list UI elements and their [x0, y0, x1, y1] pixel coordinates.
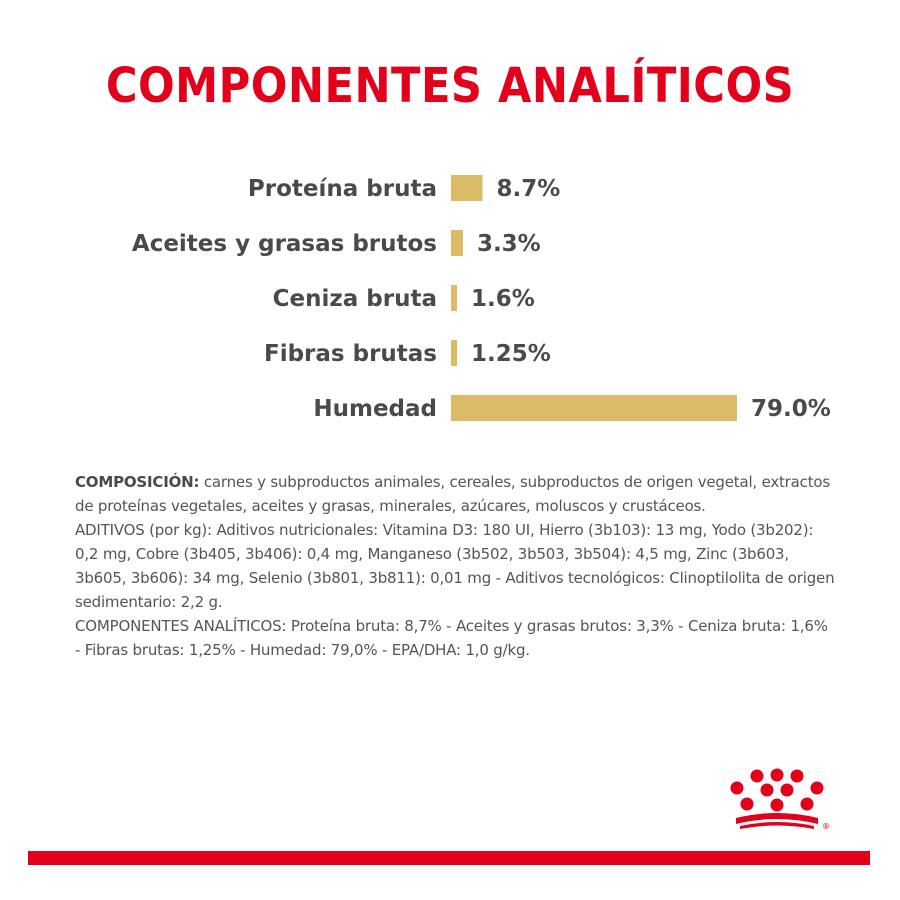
- category-label: Fibras brutas: [263, 341, 437, 367]
- componentes-paragraph: COMPONENTES ANALÍTICOS: Proteína bruta: 8,7% - Aceites y grasas brutos: 3,3% - Ceniza bruta: 1,6% - Fibras brutas: 1,25% - Humedad: 79,0% - EPA/DHA: 1,0 g/kg.: [75, 617, 828, 659]
- composicion-label: COMPOSICIÓN:: [75, 473, 200, 491]
- composicion-paragraph: [75, 470, 835, 518]
- category-label: Aceites y grasas brutos: [131, 231, 437, 257]
- aditivos-paragraph: ADITIVOS (por kg): Aditivos nutricionales: Vitamina D3: 180 UI, Hierro (3b103): 13 mg, Yodo (3b202): 0,2 mg, Cobre (3b405, 3b406): 0,4 mg, Manganeso (3b502, 3b503, 3b504): 4,5 mg, Zinc (3b603, 3b605, 3b606): 34 mg, Selenio (3b801, 3b811): 0,01 mg - Aditivos tecnológicos: Clinoptilolita de origen sedimentario: 2,2 g.: [75, 521, 835, 611]
- category-label: Ceniza bruta: [272, 286, 437, 312]
- value-label: 79.0%: [750, 396, 831, 422]
- bar: [451, 340, 457, 366]
- crown-dots: [731, 769, 824, 812]
- value-label: 3.3%: [476, 231, 541, 257]
- analytical-components-chart: [0, 150, 900, 450]
- value-label: 1.6%: [471, 286, 535, 312]
- crown-logo-icon: [722, 768, 832, 832]
- composicion-text: carnes y subproductos animales, cereales, subproductos de origen vegetal, extractos de proteínas vegetales, aceites y grasas, minerales, azúcares, moluscos y crustáceos.: [75, 473, 830, 515]
- registered-mark: ®: [822, 822, 830, 831]
- value-label: 1.25%: [471, 341, 551, 367]
- category-label: Proteína bruta: [247, 176, 437, 202]
- bar: [451, 285, 457, 311]
- bar: [451, 395, 737, 421]
- bar: [451, 230, 463, 256]
- page-title: COMPONENTES ANALÍTICOS: [105, 58, 795, 114]
- bar: [451, 175, 482, 201]
- category-label: Humedad: [313, 396, 437, 422]
- crown-band-lower: [740, 822, 814, 829]
- value-label: 8.7%: [496, 176, 561, 202]
- composition-text-block: [75, 470, 835, 662]
- bottom-red-bar: [28, 851, 870, 865]
